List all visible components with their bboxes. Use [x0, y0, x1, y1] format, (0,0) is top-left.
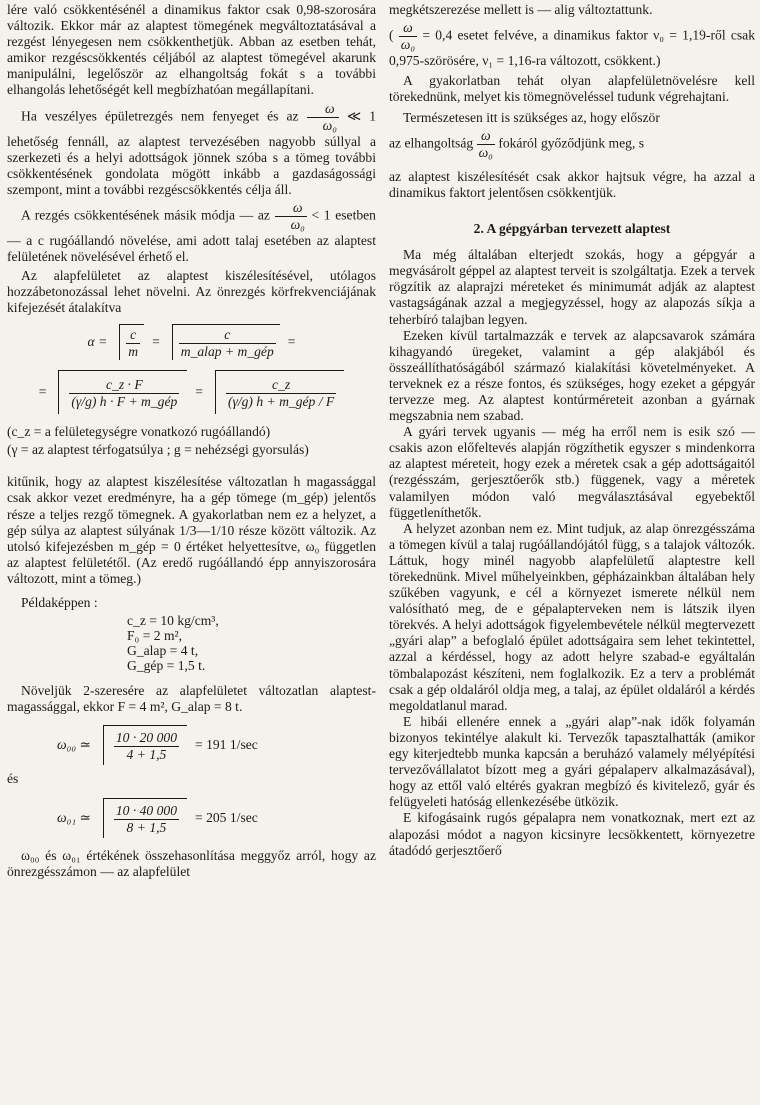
paragraph: az alaptest kiszélesítését csak akkor hajtsuk végre, ha azzal a dinamikus faktort jelentősen csökkentjük. — [389, 168, 755, 200]
paragraph: ω₀₀ és ω₀₁ értékének összehasonlítása meggyőz arról, hogy az önrezgésszámon — az alapfelület — [7, 847, 376, 879]
paragraph: E hibái ellenére ennek a „gyári alap”-nak idők folyamán bizonyos tekintélye alakult ki. Tervezők tapasztalhatták (amikor egy kiterjedtebb munka kapcsán a beruházó valamely mélyépítési tervezővállalatot bízott meg a gyári gépalaperv alkalmazásával), hogy az ettől való eltérés gyakran megbízó és kivitelező, gyár és felügyeleti hatóság ellenkezésébe ütközik. — [389, 713, 755, 810]
lhs: ω₀₁ ≃ — [57, 809, 91, 825]
conjunction: és — [7, 771, 19, 787]
equation-expanded — [7, 370, 376, 414]
fraction — [307, 101, 339, 134]
text: A rezgés csökkentésének másik módja — az — [21, 207, 270, 223]
rhs: = 191 1/sec — [195, 737, 258, 753]
lhs: ω₀₀ ≃ — [57, 737, 91, 753]
paragraph: Ma még általában elterjedt szokás, hogy a gépgyár a megvásárolt géppel az alaptest terveit is szolgáltatja. Ezek a tervek rögzítik az alaprajzi méreteket és minimumát adják az alaptest vastagságának azzal a megjegyzéssel, hogy az alapozás síkja a teherbíró talajban legyen. — [389, 247, 755, 327]
numerator: c — [224, 326, 231, 342]
sqrt — [119, 324, 144, 360]
text: < 1 esetben — a c rugóállandó növelése, ami adott talaj esetében az alaptest felületének növelésével érhető el. — [7, 207, 376, 265]
sqrt — [103, 798, 187, 838]
section-heading: 2. A gépgyárban tervezett alaptest — [473, 221, 671, 237]
paragraph: Az alapfelületet az alaptest kiszélesítésével, utólagos hozzábetonozással lehet növelni. Az önrezgés körfrekvenciájának kifejezését átalakítva — [7, 267, 376, 315]
paragraph: Természetesen itt is szükséges az, hogy először — [403, 109, 660, 125]
alpha: α = — [87, 333, 108, 349]
value-line: G_alap = 4 t, — [127, 643, 199, 659]
left-column — [7, 2, 376, 880]
equation-omega01 — [57, 798, 376, 838]
denominator: 4 + 1,5 — [114, 746, 179, 763]
equation-alpha — [7, 324, 376, 360]
denominator: m — [128, 343, 139, 359]
denominator: (γ/g) h + m_gép / F — [227, 394, 335, 410]
denominator: ω₀ — [478, 144, 493, 160]
paragraph: lére való csökkentésénél a dinamikus faktor csak 0,98-szorosára változik. Ekkor már az alaptest tömegének megváltoztatásával a rezgést lényegesen nem csökkenthetjük. Abban az esetben tehát, amikor rezgéscsökkentés céljából az alaptest tömegével akarunk manipulálni, legelőször az elhangoltság fokát s a további elhangolás lehetőségét kell megbízhatóan megállapítani. — [7, 2, 376, 98]
denominator: m_alap + m_gép — [180, 343, 274, 359]
legend-line: (c_z = a felületegységre vonatkozó rugóállandó) — [7, 424, 271, 440]
numerator: ω — [403, 20, 413, 36]
paragraph — [389, 128, 755, 161]
paragraph: megkétszerezése mellett is — alig változtattunk. — [389, 2, 653, 17]
numerator: c — [130, 326, 137, 342]
numerator: c_z · F — [106, 376, 143, 392]
text: fokáról győződjünk meg, s — [498, 135, 645, 151]
text: az elhangoltság — [389, 135, 474, 151]
value-line: F₀ = 2 m², — [127, 628, 183, 644]
equals: = — [38, 384, 47, 400]
paragraph: Növeljük 2-szeresére az alapfelületet változatlan alaptest-magassággal, ekkor F = 4 m², G_alap = 8 t. — [7, 683, 376, 715]
equals: = — [152, 333, 160, 349]
text: Ha veszélyes épületrezgés nem fenyeget és az — [21, 108, 299, 124]
right-column — [389, 2, 755, 859]
numerator: ω — [292, 200, 303, 216]
paren: ( — [389, 27, 394, 43]
sqrt — [172, 324, 280, 360]
sqrt — [103, 725, 187, 765]
example-values — [127, 613, 376, 673]
numerator: 10 · 40 000 — [115, 802, 178, 818]
example-label: Példaképpen : — [21, 595, 98, 610]
text: ≪ 1 lehetőség fennáll, az alaptest tervezésében nagyobb súllyal a szerkezeti és a helyi adottságok jönnek szóba s a tömeg további csökkentésének gondolata mögött inkább a gazdaságossági szempont, mint a további rezgéscsökkentés célja áll. — [7, 108, 376, 198]
paragraph — [7, 200, 376, 265]
paragraph: A gyári tervek ugyanis — még ha erről nem is esik szó — csakis azon előfeltevés alapján rögzíthetik egyszer s mindenkorra az alaptest méreteit, hogy ezek a méretek csak a gép adottságaitól (rezgésszám, gerjesztőerők stb.) függenek, vagy a méretek valamilyen módon való megválasztásával egyebektől függetleníthetők. — [389, 424, 755, 520]
denominator: ω₀ — [307, 117, 339, 134]
paragraph: kitűnik, hogy az alaptest kiszélesítése változatlan h magassággal csak akkor vezet eredményre, ha a gép tömege (m_gép) jelentős része a teljes rezgő tömegnek. A gyakorlatban nem ez a helyzet, a gép súlya az alaptest súlyának 1/3—1/10 része között változik. Az utolsó kifejezésben m_gép = 0 értéket helyettesítve, ω₀ független az alaptest felületétől. (Az eredő rugóállandó épp annyiszorosára változott, mint a tömeg.) — [7, 474, 376, 586]
numerator: ω — [324, 100, 335, 116]
denominator: (γ/g) h · F + m_gép — [71, 394, 178, 410]
numerator: ω — [480, 127, 491, 143]
paragraph: Ezeken kívül tartalmazzák e tervek az alapcsavarok számára kihagyandó üregeket, valamint a gép alakjából és összeállíthatóságából származó kialakítási követelményeket. A terveknek ez a része fontos, és szükséges, hogy ezeket a gépgyár tervezze meg. Az alaptest kontúrméreteit azonban a gyárnak megszabnia nem szabad. — [389, 327, 755, 424]
denominator: 8 + 1,5 — [114, 819, 179, 836]
sqrt — [215, 370, 344, 414]
legend-line: (γ = az alaptest térfogatsúlya ; g = nehézségi gyorsulás) — [7, 442, 309, 458]
denominator: ω₀ — [275, 216, 307, 233]
text: = 0,4 esetet felvéve, a dinamikus faktor ν₀ = 1,19-ről csak 0,975-szörösére, ν₁ = 1,16-ra változott, csökkent.) — [389, 27, 755, 69]
rhs: = 205 1/sec — [195, 809, 258, 825]
numerator: 10 · 20 000 — [115, 730, 178, 746]
fraction — [477, 128, 495, 161]
denominator: ω₀ — [400, 37, 416, 53]
numerator: c_z — [272, 376, 291, 392]
sqrt — [58, 370, 187, 414]
paragraph: A gyakorlatban tehát olyan alapfelületnövelésre kell törekednünk, melyet kis tömegnöveléssel tudunk végrehajtani. — [389, 73, 755, 105]
paragraph: E kifogásaink rugós gépalapra nem vonatkoznak, mert ezt az alapozási módot a nagyon kicsinyre lecsökkentett, környezetre átadódó gerjesztőerő — [389, 810, 755, 858]
paragraph — [389, 20, 755, 69]
equation-omega00 — [57, 725, 376, 765]
fraction — [399, 20, 417, 53]
paragraph — [7, 101, 376, 199]
equals: = — [287, 333, 296, 349]
value-line: c_z = 10 kg/cm³, — [127, 613, 219, 629]
value-line: G_gép = 1,5 t. — [127, 658, 206, 674]
paragraph: A helyzet azonban nem ez. Mint tudjuk, az alap önrezgésszáma a tömegen kívül a talaj rugóállandójától függ, s a talajok változók. Láttuk, hogy minél nagyobb alapfelületű alaptestre kell törekednünk. Mivel műhelyeinkben, gépházainkban általában hely szűkében vagyunk, e cél a környezet ismerete nélkül nem valósítható meg, de e gépalapterveken nem is látszik ilyen törekvés. A helyi adottságok figyelembevétele nélkül megtervezett „gyári alap” a befoglaló épület adottságaira sem lehet tekintettel, azzal a kérdéssel, hogy az adott helyre szabad-e egyáltalán tömbalapozást készíteni, nem foglalkozik. Ez a terv a problémát csak a gép oldaláról oldja meg, a talaj, az épület oldaláról a kérdés megoldatlanul marad. — [389, 520, 755, 713]
fraction — [275, 200, 307, 233]
equals: = — [195, 384, 203, 400]
